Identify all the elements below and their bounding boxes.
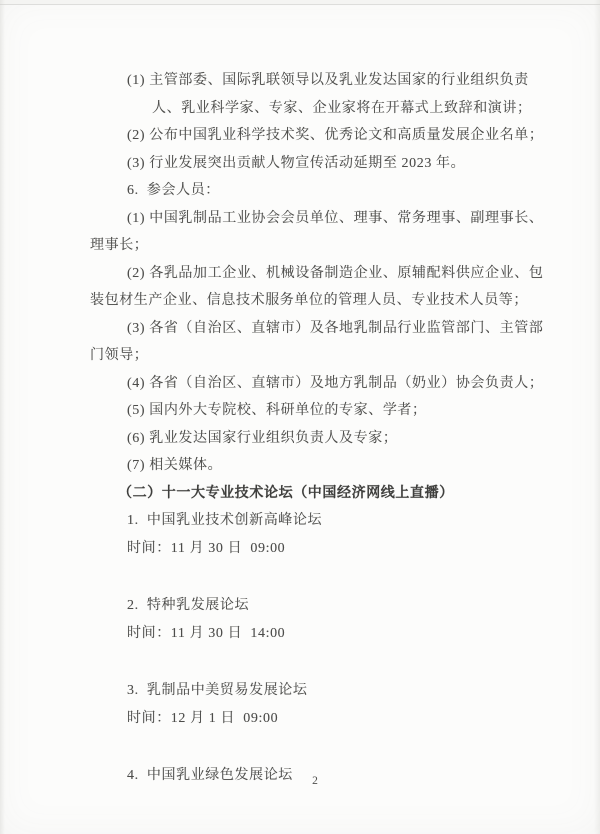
document-line: 时间：11 月 30 日 09:00 (127, 540, 286, 556)
document-line: (7) 相关媒体。 (127, 458, 223, 473)
document-line: 1. 中国乳业技术创新高峰论坛 (127, 513, 323, 528)
scan-right-edge (594, 0, 600, 834)
document-line: (2) 各乳品加工企业、机械设备制造企业、原辅配料供应企业、包 (127, 265, 544, 281)
scan-top-edge (0, 0, 600, 5)
document-line: 3. 乳制品中美贸易发展论坛 (127, 683, 308, 698)
document-line: 人、乳业科学家、专家、企业家将在开幕式上致辞和演讲； (152, 100, 532, 116)
document-line: (3) 各省（自治区、直辖市）及各地乳制品行业监管部门、主管部 (127, 320, 544, 336)
document-line: (1) 中国乳制品工业协会会员单位、理事、常务理事、副理事长、 (127, 210, 544, 226)
blank-space (90, 647, 560, 677)
scan-left-edge (0, 0, 5, 834)
document-line: 4. 中国乳业绿色发展论坛 (127, 768, 293, 783)
document-body (90, 67, 560, 790)
document-line: (6) 乳业发达国家行业组织负责人及专家； (127, 430, 398, 446)
document-line: 时间：12 月 1 日 09:00 (127, 710, 279, 726)
document-line: 门领导； (90, 348, 149, 363)
document-line: (5) 国内外大专院校、科研单位的专家、学者； (127, 403, 427, 418)
document-line: (2) 公布中国乳业科学技术奖、优秀论文和高质量发展企业名单； (127, 128, 544, 143)
document-line: (3) 行业发展突出贡献人物宣传活动延期至 2023 年。 (127, 155, 466, 171)
blank-space (90, 732, 560, 762)
document-line: 2. 特种乳发展论坛 (127, 598, 250, 613)
document-line: 时间：11 月 30 日 14:00 (127, 625, 286, 641)
blank-space (90, 562, 560, 592)
document-line: 6. 参会人员： (127, 183, 220, 198)
document-line: 装包材生产企业、信息技术服务单位的管理人员、专业技术人员等； (90, 293, 528, 308)
document-line: (4) 各省（自治区、直辖市）及地方乳制品（奶业）协会负责人； (127, 375, 544, 391)
document-line: （二）十一大专业技术论坛（中国经济网线上直播） (118, 485, 454, 501)
document-line: 理事长； (90, 238, 149, 253)
document-line: (1) 主管部委、国际乳联领导以及乳业发达国家的行业组织负责 (127, 73, 529, 88)
page-number: 2 (312, 775, 318, 787)
